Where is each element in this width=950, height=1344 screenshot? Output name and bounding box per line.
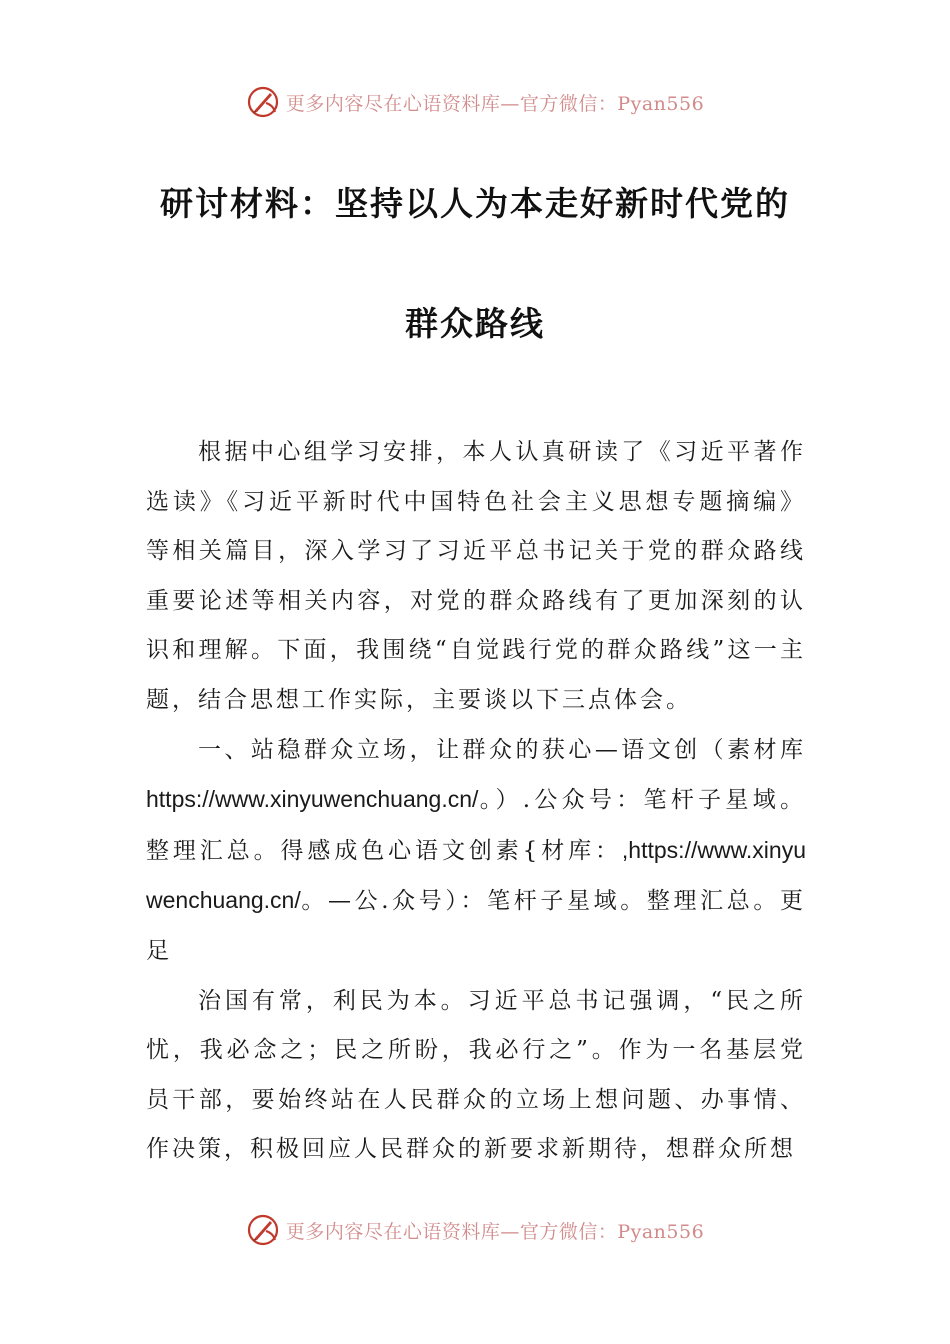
document-body bbox=[146, 428, 806, 1175]
document-title-line-1: 研讨材料：坚持以人为本走好新时代党的 bbox=[160, 184, 790, 223]
footer-banner-text: 更多内容尽在心语资料库—官方微信：Pyan556 bbox=[285, 1220, 705, 1243]
paragraph-section-one bbox=[146, 726, 806, 977]
section-one-text-c: 。—公.众号）：笔杆子星域。整理汇总。更足 bbox=[146, 888, 806, 964]
document-title-line-2: 群众路线 bbox=[405, 304, 545, 343]
paragraph-governance: 治国有常，利民为本。习近平总书记强调，“民之所忧，我必念之；民之所盼，我必行之”。作为一名基层党员干部，要始终站在人民群众的立场上想问题、办事情、作决策，积极回应人民群众的新要求新期待，想群众所想 bbox=[146, 987, 806, 1163]
quill-pen-logo-icon bbox=[246, 85, 280, 119]
header-banner-text: 更多内容尽在心语资料库—官方微信：Pyan556 bbox=[285, 92, 705, 115]
paragraph-intro: 根据中心组学习安排，本人认真研读了《习近平著作选读》《习近平新时代中国特色社会主义思想专题摘编》等相关篇目，深入学习了习近平总书记关于党的群众路线重要论述等相关内容，对党的群众路线有了更加深刻的认识和理解。下面，我围绕“自觉践行党的群众路线”这一主题，结合思想工作实际，主要谈以下三点体会。 bbox=[146, 439, 806, 713]
header-banner bbox=[0, 82, 950, 122]
website-link-2[interactable]: ,https://www.xinyuwenchuang.cn/ bbox=[146, 836, 806, 914]
section-one-text-a: 一、站稳群众立场，让群众的获心—语文创（素材库 bbox=[198, 736, 806, 763]
website-link-1[interactable]: https://www.xinyuwenchuang.cn/ bbox=[146, 786, 479, 813]
quill-pen-logo-icon bbox=[246, 1213, 280, 1247]
section-one-text-b: 。）.公众号：笔杆子星域。整理汇总。得感成色心语文创素{材库： bbox=[146, 787, 806, 864]
footer-banner bbox=[0, 1210, 950, 1250]
